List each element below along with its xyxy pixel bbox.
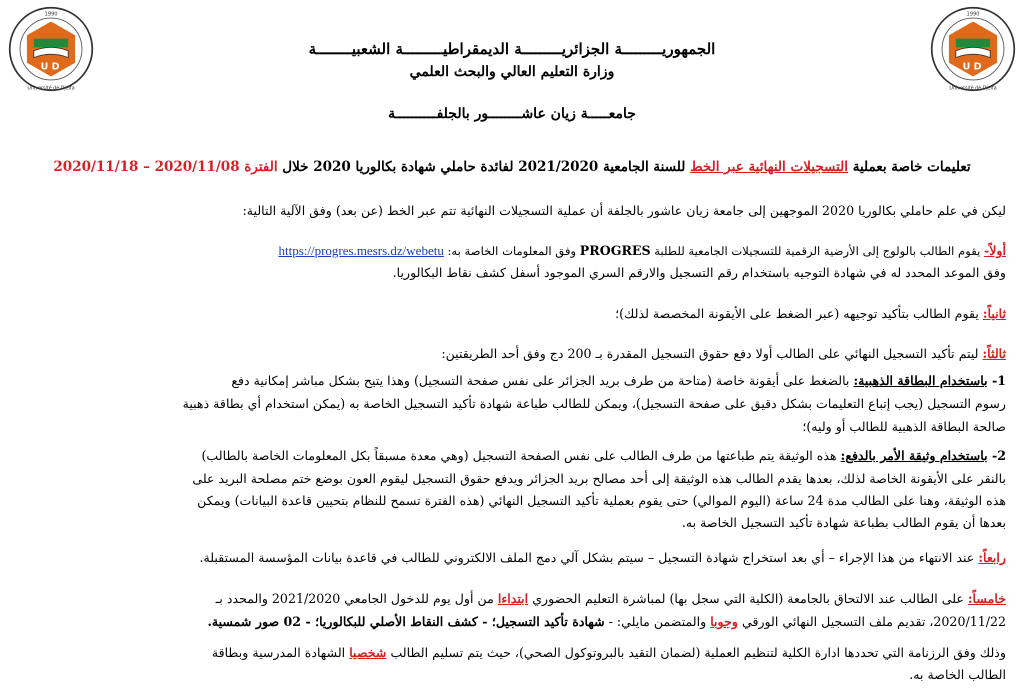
progres-link[interactable]: https://progres.mesrs.dz/webetu [278,243,444,258]
step2-text: يقوم الطالب بتأكيد توجيهه (عبر الضغط على الأيقونة المخصصة لذلك)؛ [615,306,983,321]
step1-text-a: يقوم الطالب بالولوج إلى الأرضية الرقمية للتسجيلات الجامعية للطلبة [650,244,984,258]
step1-line1 [14,240,1006,262]
option2-num: 2- [987,448,1006,463]
option2-line2: بالنقر على الأيقونة الخاصة لذلك، بعدها يقدم الطالب هذه الوثيقة إلى أحد مصالح بريد الجزائر ويدفع حقوق التسجيل ليقوم العون بوضع ختم مصلحة البريد على [192,471,1006,486]
step5-emph-personally: شخصيا [349,645,387,660]
step2-paragraph [14,303,1006,324]
intro-paragraph: ليكن في علم حاملي بكالوريا 2020 الموجهين إلى جامعة زيان عاشور بالجلفة أن عملية التسجيلات النهائية تتم عبر الخط (عن بعد) وفق الآلية التالية: [242,203,1006,218]
step5-text-a: على الطالب عند الالتحاق بالجامعة (الكلية التي سجل بها) لمباشرة التعليم الحضوري [528,591,968,606]
logo-letters: U D [962,61,982,73]
step1-text-b: وفق المعلومات الخاصة به: [443,244,580,258]
option2-line1 [14,445,1006,466]
logo-caption: Université de Djelfa [949,86,997,92]
step4-label: رابعاً: [978,550,1006,565]
step3-label: ثالثاً: [982,346,1006,361]
option2-title: باستخدام وثيقة الأمر بالدفع: [840,448,988,463]
option1-line2: رسوم التسجيل (يجب إتباع التعليمات بشكل دقيق على صفحة التسجيل)، ويمكن للطالب طباعة شهادة تأكيد التسجيل الخاصة به (يمكن استخدام أي بطاقة ذهبية [182,396,1006,411]
logo-letters: U D [40,61,60,73]
option1-line1 [14,370,1006,391]
step5-label: خامساً: [967,591,1006,606]
title-period: الفترة 2020/11/08 – 2020/11/18 [53,159,278,175]
step5-line2 [14,611,1006,632]
step1-line2: وفق الموعد المحدد له في شهادة التوجيه باستخدام رقم التسجيل والارقم السري الموجود أسفل كشف نقاط البكالوريا. [392,265,1006,280]
title-part2: التسجيلات النهائية عبر الخط [690,159,849,175]
option1-text: بالضغط على أيقونة خاصة (متاحة من طرف بريد الجزائر على نفس صفحة التسجيل) وهذا يتيح بشكل مباشر إمكانية دفع [231,373,854,388]
title-part1: تعليمات خاصة بعملية [848,159,971,175]
option1-line3: صالحة البطاقة الذهبية للطالب أو وليه)؛ [802,419,1006,434]
option2-text: هذه الوثيقة يتم طباعتها من طرف الطالب على نفس الصفحة التسجيل (وهي معدة مسبقاً بكل المعلومات الخاصة بالطالب) [201,448,841,463]
step2-label: ثانياً: [982,306,1006,321]
logo-year: 1990 [966,11,980,18]
step5-line1 [14,588,1006,609]
document-title [20,159,1004,175]
option1-num: 1- [987,373,1006,388]
header-ministry: وزارة التعليم العالي والبحث العلمي [409,64,615,80]
option2-line3: هذه الوثيقة، وهنا على الطالب مدة 24 ساعة (اليوم الموالي) حتى يقوم بعملية تأكيد التسجيل النهائي (هذه الفترة تسمح للنظام بتحيين قاعدة البيانات) ويمكن [197,493,1006,508]
progres-name: PROGRES [579,243,651,258]
step4-paragraph [14,547,1006,568]
header-republic: الجمهوريـــــــــة الجزائريـــــــــة الديمقراطيـــــــــة الشعبيــــــــة [308,40,716,58]
step5-l2-b: والمتضمن مايلي: - [604,614,711,629]
step5-emph-start: ابتداءا [497,591,529,606]
step5-emph-required: وجوبا [710,614,738,629]
step5-l3-a: وذلك وفق الرزنامة التي تحددها ادارة الكلية لتنظيم العملية (لضمان التقيد بالبروتوكول الصحي)، حيث يتم تسليم الطالب [386,645,1006,660]
step5-line4: الطالب الخاصة به. [909,667,1006,682]
step5-l3-b: الشهادة المدرسية وبطاقة [211,645,350,660]
step3-intro [14,343,1006,364]
step5-documents-list: شهادة تأكيد التسجيل؛ - كشف النقاط الأصلي للبكالوريا؛ - 02 صور شمسية. [207,614,605,629]
university-logo-left [8,6,94,92]
option1-title: باستخدام البطاقة الذهبية: [853,373,988,388]
logo-year: 1990 [44,11,58,18]
step1-label: أولاً- [984,243,1006,258]
logo-caption: Université de Djelfa [27,86,75,92]
header-university: جامعـــــة زيان عاشــــــــور بالجلفــــــــــة [388,106,636,122]
university-logo-right [930,6,1016,92]
step5-text-b: من أول يوم للدخول الجامعي 2021/2020 والمحدد بـ [215,591,498,606]
step3-text: ليتم تأكيد التسجيل النهائي على الطالب أولا دفع حقوق التسجيل المقدرة بـ 200 دج وفق أحد الطريقتين: [441,346,983,361]
option2-line4: بعدها أن يقوم الطالب بطباعة شهادة تأكيد التسجيل الخاصة به. [681,515,1006,530]
title-part3: للسنة الجامعية 2021/2020 لفائدة حاملي شهادة بكالوريا 2020 خلال [277,159,691,175]
step4-text: عند الانتهاء من هذا الإجراء – أي بعد استخراج شهادة التسجيل – سيتم بشكل آلي دمج الملف الالكتروني للطالب في قاعدة بيانات المؤسسة المستقبلة. [199,550,979,565]
step5-l2-a: 2020/11/22، تقديم ملف التسجيل النهائي الورقي [737,614,1006,629]
step5-line3 [14,642,1006,663]
